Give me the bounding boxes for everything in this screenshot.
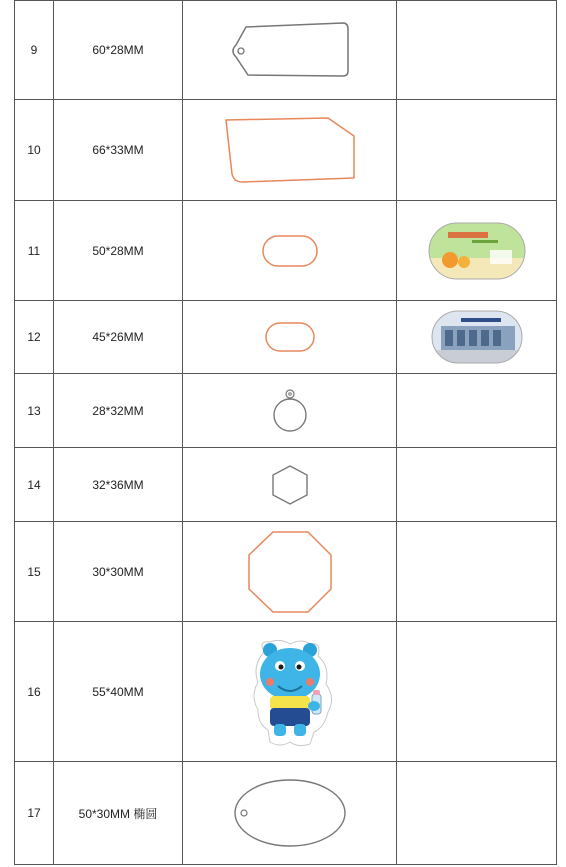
row-number: 14 [15,448,54,522]
table-row [15,762,557,865]
cut-corner-rectangle-icon [220,114,360,186]
tag-shape-icon [228,19,352,81]
shape-cell [183,522,397,622]
shape-cell [183,1,397,100]
size-label: 60*28MM [54,1,183,100]
row-number: 11 [15,201,54,301]
table-row [15,622,557,762]
size-label: 66*33MM [54,100,183,201]
table-row [15,374,557,448]
size-label: 30*30MM [54,522,183,622]
size-label: 50*28MM [54,201,183,301]
shape-cell [183,201,397,301]
sample-cell [397,374,557,448]
shape-cell [183,100,397,201]
table-row [15,1,557,100]
table-row [15,201,557,301]
hippo-cartoon-icon [248,636,332,748]
shape-cell [183,301,397,374]
size-label: 55*40MM [54,622,183,762]
sample-cell [397,301,557,374]
row-number: 16 [15,622,54,762]
shape-cell [183,622,397,762]
hexagon-icon [270,463,310,507]
rounded-capsule-icon [264,321,316,353]
round-tag-icon [270,388,310,434]
table-row [15,448,557,522]
rounded-capsule-icon [261,234,319,268]
shape-cell [183,374,397,448]
sample-cell [397,201,557,301]
size-label: 50*30MM 椭圆 [54,762,183,865]
spec-table [14,0,557,865]
printed-building-sample-image [431,310,523,364]
sample-cell [397,622,557,762]
sample-cell [397,448,557,522]
size-label: 28*32MM [54,374,183,448]
size-label: 45*26MM [54,301,183,374]
oval-tag-icon [232,777,348,849]
shape-cell [183,448,397,522]
size-label: 32*36MM [54,448,183,522]
row-number: 12 [15,301,54,374]
sample-cell [397,1,557,100]
row-number: 10 [15,100,54,201]
printed-capsule-sample-image [428,222,526,280]
sample-cell [397,522,557,622]
octagon-icon [246,529,334,615]
sample-cell [397,762,557,865]
row-number: 13 [15,374,54,448]
row-number: 15 [15,522,54,622]
table-row [15,522,557,622]
table-row [15,100,557,201]
shape-cell [183,762,397,865]
sample-cell [397,100,557,201]
row-number: 17 [15,762,54,865]
table-row [15,301,557,374]
row-number: 9 [15,1,54,100]
